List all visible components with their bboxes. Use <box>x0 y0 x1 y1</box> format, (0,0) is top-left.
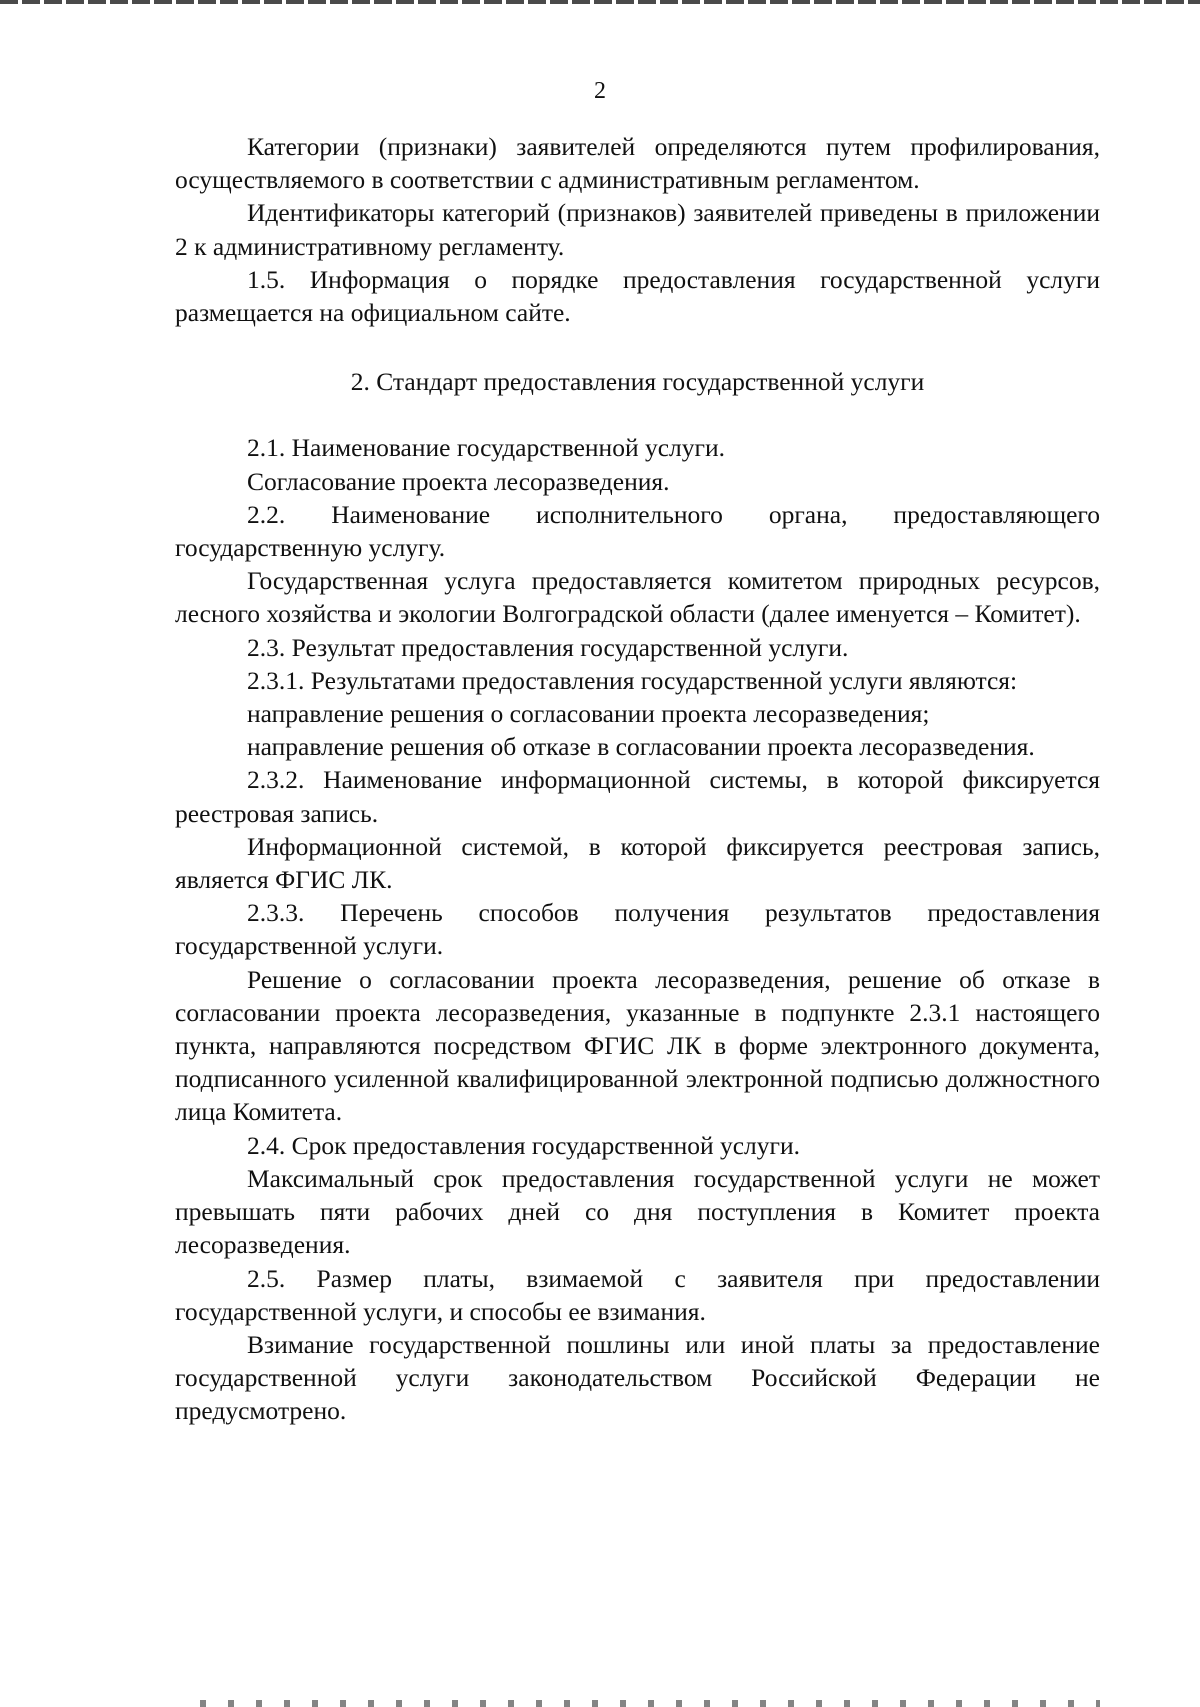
paragraph-2-3-2: 2.3.2. Наименование информационной системы, в которой фиксируется реестровая запись. <box>175 765 1100 828</box>
paragraph-1-5: 1.5. Информация о порядке предоставления государственной услуги размещается на официальном сайте. <box>175 264 1100 328</box>
paragraph-2-3-3: 2.3.3. Перечень способов получения результатов предоставления государственной услуги. <box>175 898 1100 961</box>
scan-edge-bottom <box>200 1700 1100 1707</box>
paragraph-result-refusal: направление решения об отказе в согласовании проекта лесоразведения. <box>247 732 1035 762</box>
paragraph-max-term: Максимальный срок предоставления государственной услуги не может превышать пяти рабочих дней со дня поступления в Комитет проекта лесоразведения. <box>175 1163 1100 1260</box>
paragraph-2-3: 2.3. Результат предоставления государственной услуги. <box>247 632 849 662</box>
paragraph-2-3-1: 2.3.1. Результатами предоставления государственной услуги являются: <box>247 665 1018 695</box>
section-heading: 2. Стандарт предоставления государственной услуги <box>350 367 925 397</box>
page-number: 2 <box>594 78 606 104</box>
paragraph-result-approval: направление решения о согласовании проекта лесоразведения; <box>247 699 930 729</box>
paragraph-info-system: Информационной системой, в которой фиксируется реестровая запись, является ФГИС ЛК. <box>175 831 1100 895</box>
paragraph-applicant-categories: Категории (признаки) заявителей определяются путем профилирования, осуществляемого в соответствии с административным регламентом. <box>175 132 1100 195</box>
paragraph-2-1: 2.1. Наименование государственной услуги. <box>247 433 726 463</box>
paragraph-fee: Взимание государственной пошлины или иной платы за предоставление государственной услуги законодательством Российской Федерации не предусмотрено. <box>175 1329 1100 1426</box>
paragraph-2-5: 2.5. Размер платы, взимаемой с заявителя при предоставлении государственной услуги, и способы ее взимания. <box>175 1263 1100 1326</box>
paragraph-delivery-method: Решение о согласовании проекта лесоразведения, решение об отказе в согласовании проекта лесоразведения, указанные в подпункте 2.3.1 настоящего пункта, направляются посредством ФГИС ЛК в форме электронного документа, подписанного усиленной квалифицированной электронной подписью должностного лица Комитета. <box>175 964 1100 1127</box>
paragraph-category-identifiers: Идентификаторы категорий (признаков) заявителей приведены в приложении 2 к административному регламенту. <box>175 198 1100 261</box>
paragraph-service-name: Согласование проекта лесоразведения. <box>247 466 670 496</box>
scan-edge-top <box>0 0 1200 4</box>
paragraph-2-4: 2.4. Срок предоставления государственной услуги. <box>247 1130 801 1160</box>
paragraph-2-2: 2.2. Наименование исполнительного органа, предоставляющего государственную услугу. <box>175 499 1100 563</box>
document-body <box>175 130 1100 1428</box>
paragraph-committee: Государственная услуга предоставляется комитетом природных ресурсов, лесного хозяйства и экологии Волгоградской области (далее именуется – Комитет). <box>175 566 1100 629</box>
